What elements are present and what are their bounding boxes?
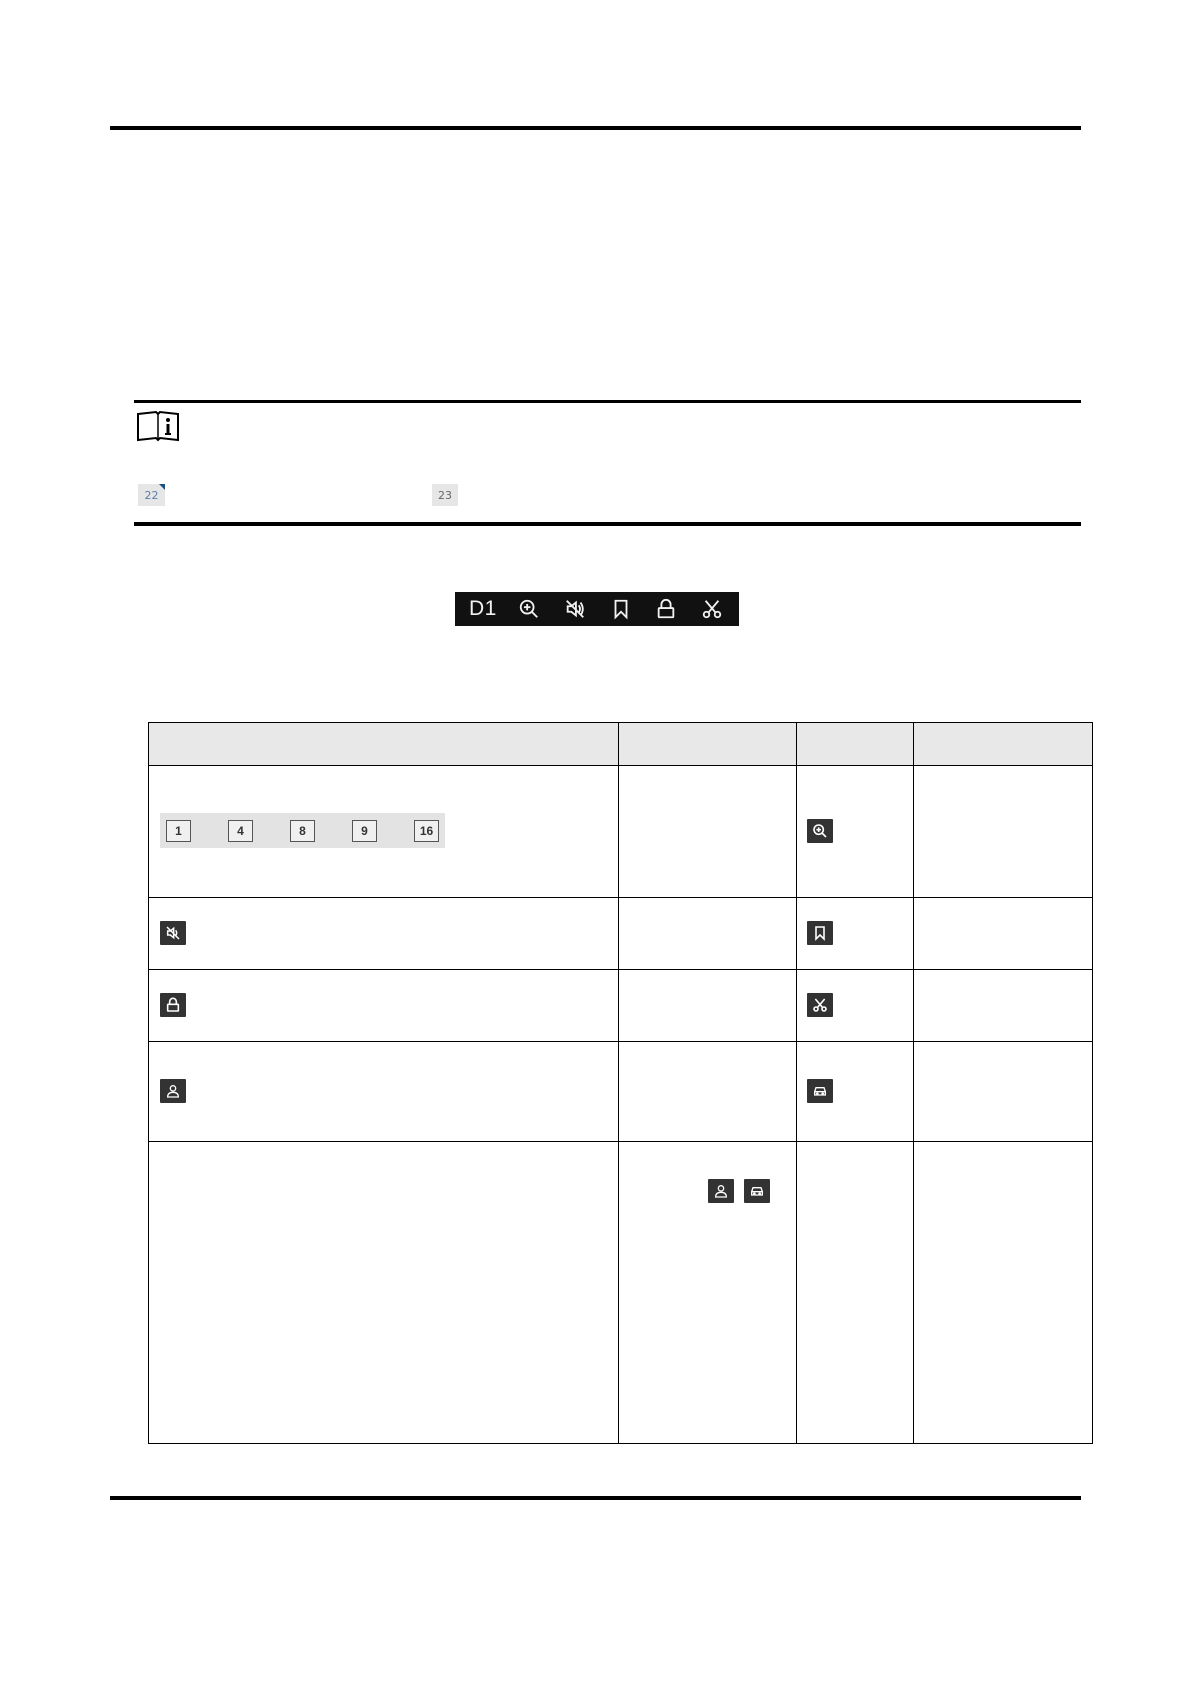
lock-button[interactable] (653, 596, 679, 622)
layout-strip (160, 813, 445, 848)
table-cell (619, 1142, 797, 1444)
footer-rule (110, 1496, 1081, 1500)
layout-16-button[interactable]: 16 (414, 820, 439, 842)
mute-button[interactable] (562, 596, 588, 622)
table-cell (914, 766, 1093, 898)
layout-cell (149, 766, 619, 898)
zoom-in-icon (518, 598, 540, 620)
camera-label: D1 (469, 597, 497, 620)
header-cell (149, 723, 619, 766)
playback-function-table (148, 722, 1093, 1444)
lock-icon (655, 598, 677, 620)
clip-scissors-icon (701, 598, 723, 620)
human-icon (708, 1179, 734, 1203)
table-cell (149, 1042, 619, 1142)
header-cell (914, 723, 1093, 766)
table-cell (797, 766, 914, 898)
table-row (149, 898, 1093, 970)
layout-1-button[interactable]: 1 (166, 820, 191, 842)
table-row (149, 1042, 1093, 1142)
table-cell (149, 898, 619, 970)
note-bottom-rule (134, 522, 1081, 526)
table-cell (914, 1042, 1093, 1142)
note-top-rule (134, 400, 1081, 403)
window-swatch-22: 22 (138, 484, 165, 506)
bookmark-button[interactable] (608, 596, 634, 622)
table-header-row (149, 723, 1093, 766)
window-swatch-23: 23 (432, 484, 458, 506)
clip-scissors-icon (807, 993, 833, 1017)
table-cell (914, 898, 1093, 970)
table-cell (797, 898, 914, 970)
table-row (149, 1142, 1093, 1444)
clip-button[interactable] (699, 596, 725, 622)
table-row (149, 970, 1093, 1042)
table-cell (797, 970, 914, 1042)
header-cell (619, 723, 797, 766)
bookmark-icon (807, 921, 833, 945)
table-cell (914, 1142, 1093, 1444)
lock-icon (160, 993, 186, 1017)
vehicle-icon (807, 1079, 833, 1103)
zoom-in-button[interactable] (516, 596, 542, 622)
table-cell (619, 898, 797, 970)
table-row (149, 766, 1093, 898)
human-icon (160, 1079, 186, 1103)
header-cell (797, 723, 914, 766)
table-cell (619, 970, 797, 1042)
vehicle-icon (744, 1179, 770, 1203)
layout-9-button[interactable]: 9 (352, 820, 377, 842)
table-cell (149, 1142, 619, 1444)
layout-4-button[interactable]: 4 (228, 820, 253, 842)
note-book-info-icon (136, 410, 180, 442)
zoom-in-icon (807, 819, 833, 843)
header-rule (110, 126, 1081, 130)
table-cell (797, 1042, 914, 1142)
mute-icon (160, 921, 186, 945)
layout-8-button[interactable]: 8 (290, 820, 315, 842)
mute-icon (564, 598, 586, 620)
table-cell (797, 1142, 914, 1444)
table-cell (619, 766, 797, 898)
playback-toolbar (455, 592, 739, 626)
table-cell (149, 970, 619, 1042)
table-cell (914, 970, 1093, 1042)
table-cell (619, 1042, 797, 1142)
bookmark-icon (610, 598, 632, 620)
